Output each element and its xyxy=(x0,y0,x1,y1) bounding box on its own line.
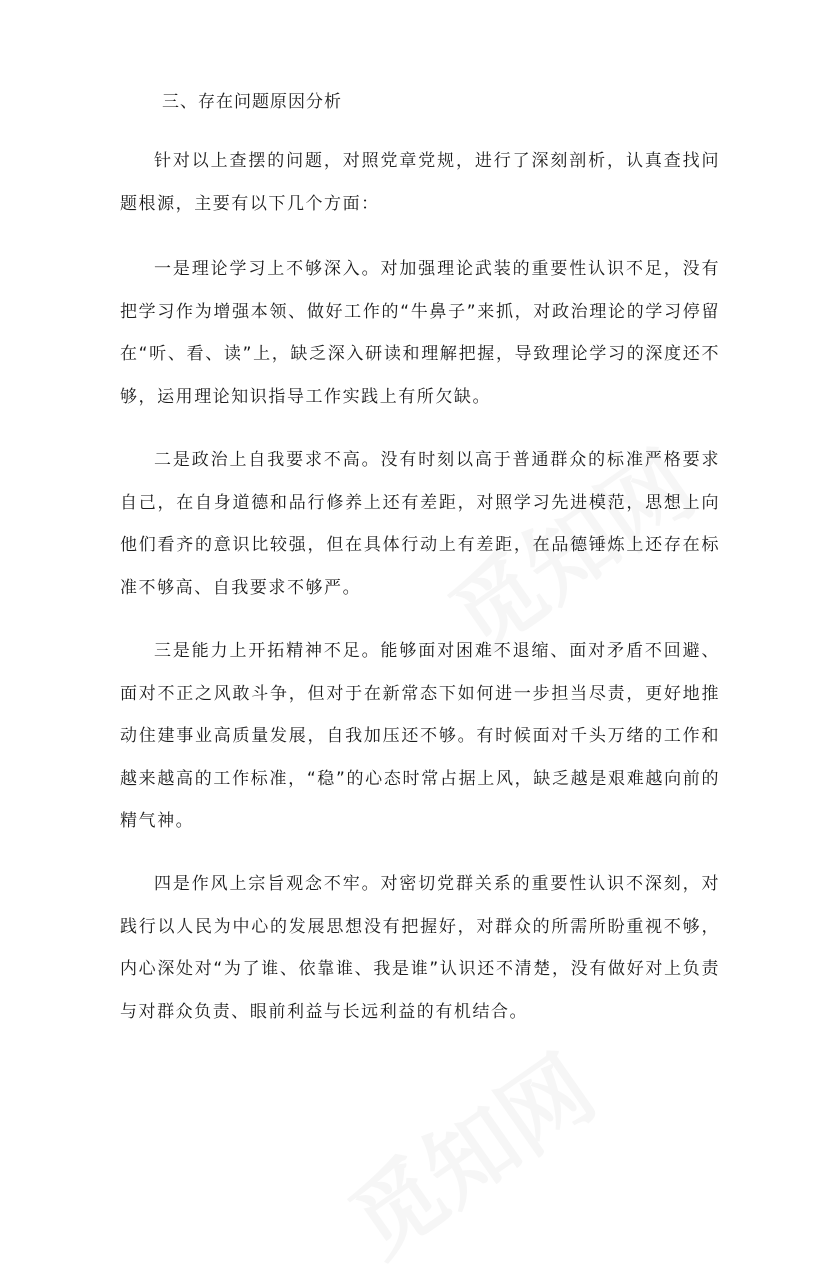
paragraph-intro: 针对以上查摆的问题，对照党章党规，进行了深刻剖析，认真查找问题根源，主要有以下几个方面： xyxy=(120,151,720,214)
paragraph-theory-study: 一是理论学习上不够深入。对加强理论武装的重要性认识不足，没有把学习作为增强本领、做好工作的“牛鼻子”来抓，对政治理论的学习停留在“听、看、读”上，缺乏深入研读和理解把握，导致理论学习的深度还不够，运用理论知识指导工作实践上有所欠缺。 xyxy=(120,259,720,407)
paragraph-pioneering-spirit: 三是能力上开拓精神不足。能够面对困难不退缩、面对矛盾不回避、面对不正之风敢斗争，但对于在新常态下如何进一步担当尽责，更好地推动住建事业高质量发展，自我加压还不够。有时候面对千头万绪的工作和越来越高的工作标准，“稳”的心态时常占据上风，缺乏越是艰难越向前的精气神。 xyxy=(120,641,720,831)
paragraph-political-requirements: 二是政治上自我要求不高。没有时刻以高于普通群众的标准严格要求自己，在自身道德和品行修养上还有差距，对照学习先进模范，思想上向他们看齐的意识比较强，但在具体行动上有差距，在品德锤炼上还存在标准不够高、自我要求不够严。 xyxy=(120,450,720,598)
paragraph-work-style: 四是作风上宗旨观念不牢。对密切党群关系的重要性认识不深刻，对践行以人民为中心的发展思想没有把握好，对群众的所需所盼重视不够，内心深处对“为了谁、依靠谁、我是谁”认识还不清楚，没有做好对上负责与对群众负责、眼前利益与长远利益的有机结合。 xyxy=(120,874,720,1022)
watermark xyxy=(320,1019,616,1280)
section-heading: 三、存在问题原因分析 xyxy=(162,92,342,112)
